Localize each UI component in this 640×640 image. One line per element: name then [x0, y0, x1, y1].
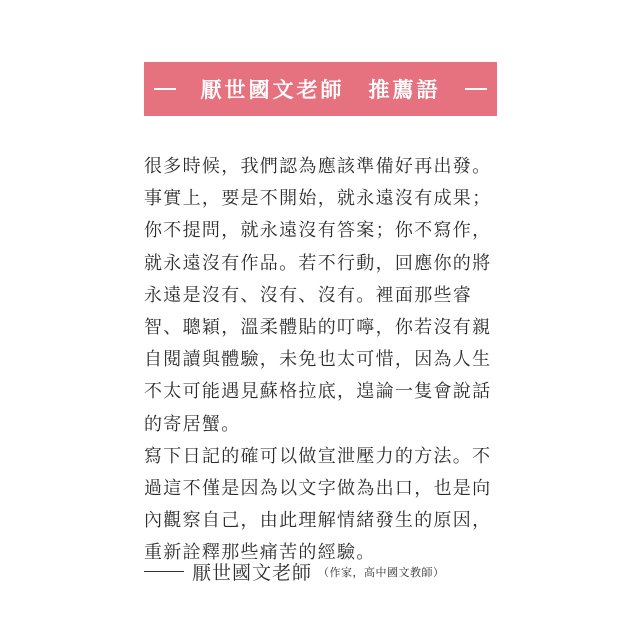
signature	[144, 558, 445, 585]
title-banner	[144, 62, 497, 116]
paragraph-1: 很多時候，我們認為應該準備好再出發。事實上，要是不開始，就永遠沒有成果；你不提問，就永遠沒有答案；你不寫作，就永遠沒有作品。若不行動，回應你的將永遠是沒有、沒有、沒有。裡面那些睿智、聰穎，溫柔體貼的叮嚀，你若沒有親自閱讀與體驗，未免也太可惜，因為人生不太可能遇見蘇格拉底，遑論一隻會說話的寄居蟹。	[144, 156, 492, 435]
paragraph-2: 寫下日記的確可以做宣泄壓力的方法。不過這不僅是因為以文字做為出口，也是向內觀察自己，由此理解情緒發生的原因，重新詮釋那些痛苦的經驗。	[144, 445, 492, 564]
signature-dash	[144, 571, 184, 572]
signature-name: 厭世國文老師	[192, 562, 313, 584]
recommendation-body	[144, 151, 500, 570]
right-dash-decoration	[465, 88, 487, 90]
banner-title: 厭世國文老師 推薦語	[200, 78, 441, 102]
signature-role: （作家，高中國文教師）	[318, 565, 445, 579]
left-dash-decoration	[154, 88, 176, 90]
